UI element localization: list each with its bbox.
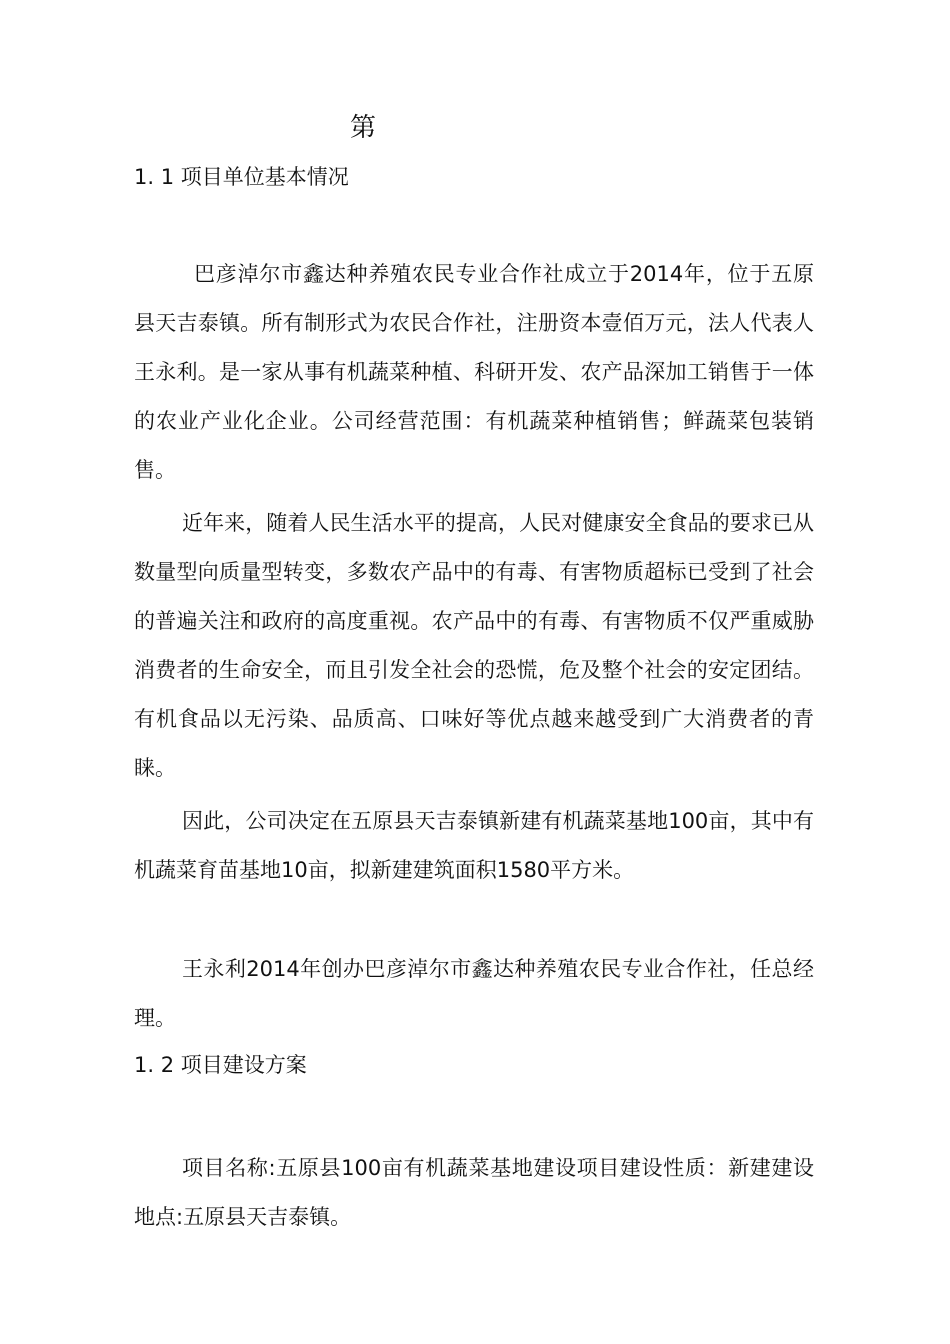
section-heading-1-2: 1. 2 项目建设方案 xyxy=(134,1053,307,1077)
paragraph-background: 近年来，随着人民生活水平的提高，人民对健康安全食品的要求已从数量型向质量型转变，多数农产品中的有毒、有害物质超标已受到了社会的普遍关注和政府的高度重视。农产品中的有毒、有害物质不仅严重威胁消费者的生命安全，而且引发全社会的恐慌，危及整个社会的安定团结。有机食品以无污染、品质高、口味好等优点越来越受到广大消费者的青睐。 xyxy=(134,511,814,780)
section-heading-1-1: 1. 1 项目单位基本情况 xyxy=(134,165,349,189)
paragraph-company-overview: 巴彦淖尔市鑫达种养殖农民专业合作社成立于2014年，位于五原县天吉泰镇。所有制形式为农民合作社，注册资本壹佰万元，法人代表人王永利。是一家从事有机蔬菜种植、科研开发、农产品深加工销售于一体的农业产业化企业。公司经营范围：有机蔬菜种植销售；鲜蔬菜包装销售。 xyxy=(134,262,814,482)
paragraph-project-info: 项目名称:五原县100亩有机蔬菜基地建设项目建设性质：新建建设地点:五原县天吉泰镇。 xyxy=(134,1156,814,1229)
paragraph-founder: 王永利2014年创办巴彦淖尔市鑫达种养殖农民专业合作社，任总经理。 xyxy=(134,957,814,1030)
chapter-title: 第 xyxy=(350,113,377,143)
paragraph-project-decision: 因此，公司决定在五原县天吉泰镇新建有机蔬菜基地100亩，其中有机蔬菜育苗基地10亩，拟新建建筑面积1580平方米。 xyxy=(134,809,814,882)
